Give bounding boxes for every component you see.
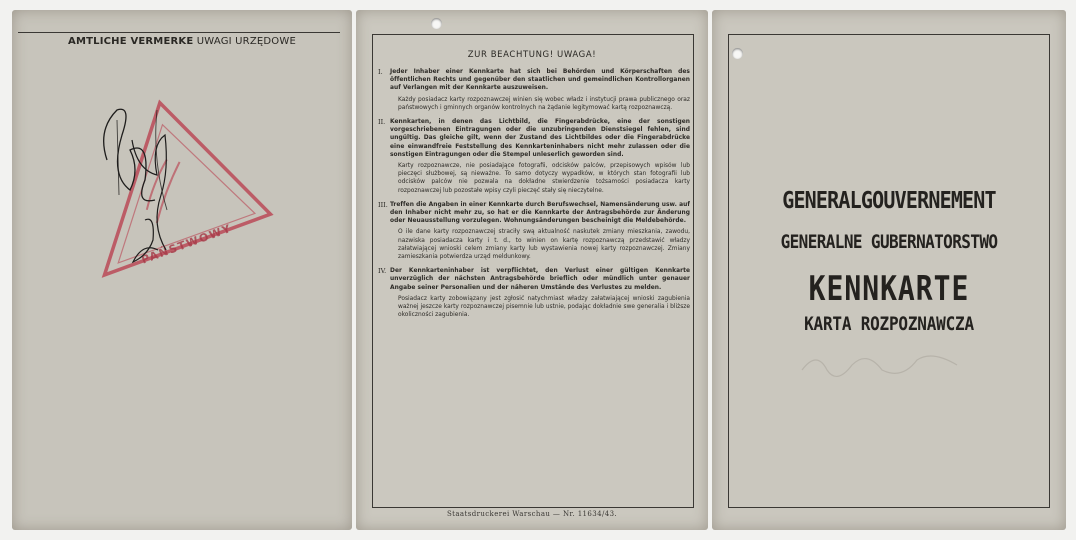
instructions-panel [356,10,708,530]
back-cover-panel [12,10,352,530]
printer-imprint: Staatsdruckerei Warschau — Nr. 11634/43. [446,510,618,518]
rule-number: I. [378,68,383,76]
instructions-title-de: ZUR BEACHTUNG! [467,50,554,60]
instructions-title-pl: UWAGA! [557,50,597,60]
rule-number: IV. [378,267,387,276]
rule-text-de: Treffen die Angaben in einer Kennkarte durch Berufswechsel, Namensänderung usw. auf den Inhaber nicht mehr zu, so hat er die Kennkarte der Antragsbehörde zur Änderung oder Neuausstellung vorzulegen. Wohnungsänderungen bescheinigt die Meldebehörde. [390,201,690,225]
handwritten-signature [87,100,197,280]
rule-text-de: Kennkarten, in denen das Lichtbild, die Fingerabdrücke, eine der sonstigen vorgeschriebenen Eintragungen oder die unzubringenden Dienstsiegel fehlen, sind ungültig. Das gleiche gilt, wenn der Zustand des Lichtbildes oder die Fingerabdrücke eine einwandfreie Feststellung des Kennkarteninhabers nicht mehr zulassen oder die sonstigen Eintragungen oder die Stempel unleserlich geworden sind. [390,119,690,158]
rule-text-de: Jeder Inhaber einer Kennkarte hat sich bei Behörden und Körperschaften des öffentlichen Rechts und gegenüber den staatlichen und gemeindlichen Kontrollorganen auf Verlangen mit der Kennkarte auszuweisen. [390,69,690,92]
rule-text-pl: Posiadacz karty zobowiązany jest zgłosić natychmiast władzy załatwiającej wnioski zagubienia ważnej jeszcze karty rozpoznawczej pisemnie lub ustnie, podając dokładnie swe generalia i bliższe okoliczności zagubienia. [398,295,690,319]
cover-title-generalne-gubernatorstwo: GENERALNE GUBERNATORSTWO [780,230,998,253]
rule-text-pl: Każdy posiadacz karty rozpoznawczej winien się wobec władz i instytucji prawa publicznego oraz państwowych i gminnych organów kontrolnych na żądanie legitymować kartą rozpoznawczą. [398,96,690,111]
rule-number: III. [378,200,388,209]
rule-3 [378,201,690,264]
front-cover-panel [712,10,1066,530]
stamp-label: PAŃSTWOWY [139,221,234,267]
official-notes-header [52,36,312,47]
rule-4 [378,267,690,322]
rule-1 [378,68,690,115]
faint-pencil-mark [797,345,977,385]
official-notes-header-pl: UWAGI URZĘDOWE [196,36,296,47]
instructions-title [396,50,668,60]
cover-title-generalgouvernement: GENERALGOUVERNEMENT [782,186,996,214]
rule-text-pl: Karty rozpoznawcze, nie posiadające fotografii, odcisków palców, przepisowych wpisów lub pieczęci służbowej, są nieważne. To samo dotyczy wypadków, w których stan fotografii lub odcisków palców nie pozwala na dokładne stwierdzenie tożsamości posiadacza karty rozpoznawczej lub pozostałe wpisy czyli pieczęć stały się nieczytelne. [398,163,690,194]
rules-list [378,68,690,325]
rule-2 [378,118,690,198]
rule-text-pl: O ile dane karty rozpoznawczej straciły swą aktualność naskutek zmiany mieszkania, zawodu, nazwiska posiadacza karty i t. d., to winien on kartę rozpoznawczą przedstawić władzy załatwiającej wnioski celem zmiany karty lub wystawienia nowej karty rozpoznawczej. Zmiany zamieszkania potwierdza urząd meldunkowy. [398,229,690,261]
punch-hole [431,18,442,29]
cover-title-kennkarte: KENNKARTE [808,268,970,309]
rule-number: II. [378,118,386,127]
cover-title-karta-rozpoznawcza: KARTA ROZPOZNAWCZA [804,312,974,335]
rule-text-de: Der Kennkarteninhaber ist verpflichtet, den Verlust einer gültigen Kennkarte unverzüglich der nächsten Antragsbehörde brieflich oder mündlich unter genauer Angabe seiner Personalien und der näheren Umstände des Verlustes zu melden. [390,268,690,291]
official-notes-header-de: AMTLICHE VERMERKE [68,36,194,47]
